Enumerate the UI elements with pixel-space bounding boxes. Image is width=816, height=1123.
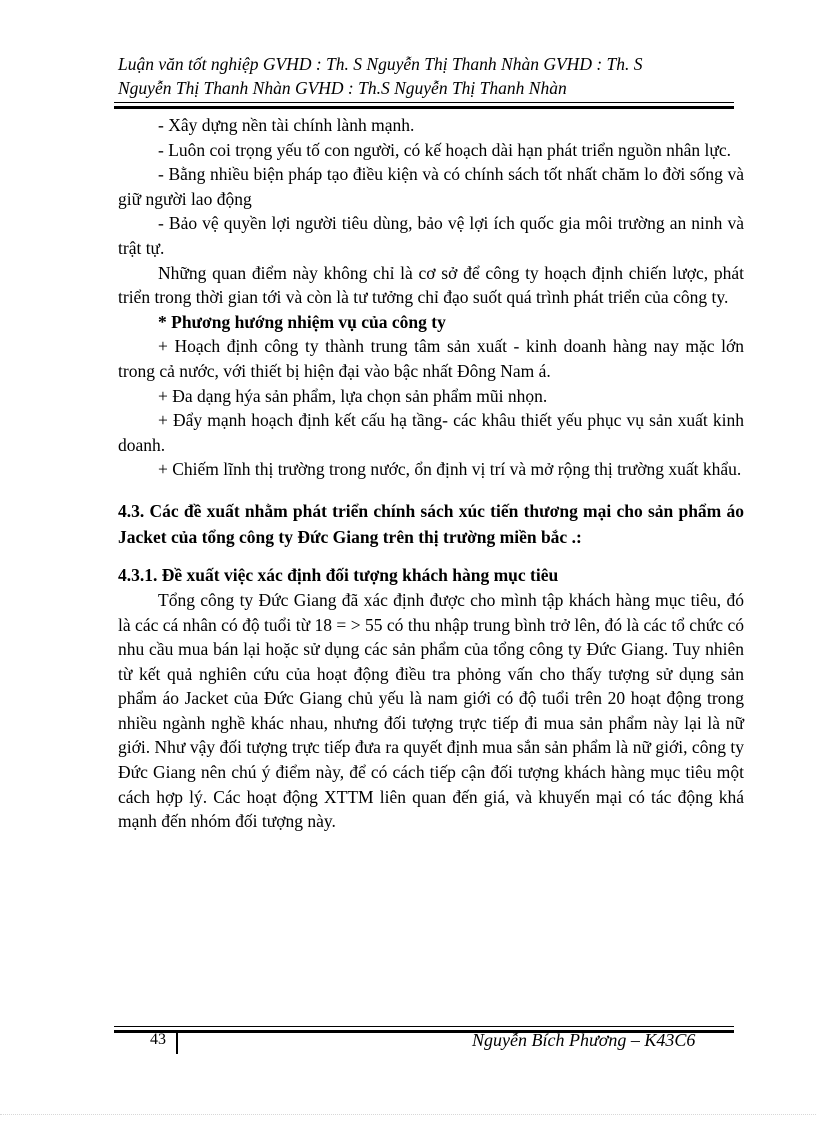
header-rule-thick (114, 106, 734, 109)
document-body (118, 113, 744, 834)
footer-rule-thin (114, 1026, 734, 1027)
header-rule-thin (114, 102, 734, 103)
bullet-paragraph: - Bảo vệ quyền lợi người tiêu dùng, bảo vệ lợi ích quốc gia môi trường an ninh và trật tự. (118, 213, 744, 258)
target-customer-paragraph: Tổng công ty Đức Giang đã xác định được cho mình tập khách hàng mục tiêu, đó là các cá nhân có độ tuổi từ 18 = > 55 có thu nhập trung bình trở lên, đó là các tổ chức có nhu cầu mua bán lại hoặc sử dụng các sản phẩm của tổng công ty Đức Giang. Tuy nhiên từ kết quả nghiên cứu của hoạt động điều tra phỏng vấn cho thấy tượng sử dụng sản phẩm áo Jacket của Đức Giang chủ yếu là nam giới có độ tuổi trên 20 hoạt động trong nhiều ngành nghề khác nhau, nhưng đối tượng trực tiếp đi mua sản phẩm này lại là nữ giới. Như vậy đối tượng trực tiếp đưa ra quyết định mua sắn sản phẩm là nữ giới, công ty Đức Giang nên chú ý điểm này, để có cách tiếp cận đối tượng khách hàng mục tiêu một cách hợp lý. Các hoạt động XTTM liên quan đến giá, và khuyến mại có tác động khá mạnh đến nhóm đối tượng này. (118, 589, 744, 832)
direction-item: + Đẩy mạnh hoạch định kết cấu hạ tầng- các khâu thiết yếu phục vụ sản xuất kinh doanh. (118, 410, 744, 455)
footer-author: Nguyễn Bích Phương – K43C6 (472, 1030, 696, 1050)
footer-divider (176, 1030, 178, 1054)
direction-item: + Chiếm lĩnh thị trường trong nước, ổn định vị trí và mở rộng thị trường xuất khẩu. (158, 459, 742, 480)
direction-heading: * Phương hướng nhiệm vụ của công ty (158, 311, 446, 332)
header-line-1: Luận văn tốt nghiệp GVHD : Th. S Nguyễn Thị Thanh Nhàn GVHD : Th. S (118, 54, 643, 74)
viewpoints-paragraph: Những quan điểm này không chỉ là cơ sở để công ty hoạch định chiến lược, phát triển trong thời gian tới và còn là tư tưởng chỉ đạo suốt quá trình phát triển của công ty. (118, 262, 744, 308)
page-number: 43 (150, 1031, 166, 1048)
bullet-paragraph: - Xây dựng nền tài chính lành mạnh. (158, 115, 415, 135)
header-line-2: Nguyễn Thị Thanh Nhàn GVHD : Th.S Nguyễn Thị Thanh Nhàn (118, 78, 567, 98)
direction-item: + Hoạch định công ty thành trung tâm sản xuất - kinh doanh hàng nay mặc lớn trong cả nước, với thiết bị hiện đại vào bậc nhất Đông Nam á. (118, 336, 744, 381)
subsection-heading: 4.3.1. Đề xuất việc xác định đối tượng khách hàng mục tiêu (118, 564, 559, 585)
page-header (118, 52, 730, 100)
section-heading: 4.3. Các đề xuất nhằm phát triển chính sách xúc tiến thương mại cho sản phẩm áo Jacket của tổng công ty Đức Giang trên thị trường miền bắc .: (118, 500, 744, 547)
page-edge-line (0, 1114, 816, 1115)
bullet-paragraph: - Bằng nhiều biện pháp tạo điều kiện và có chính sách tốt nhất chăm lo đời sống và giữ người lao động (118, 164, 744, 209)
direction-item: + Đa dạng hýa sản phẩm, lựa chọn sản phẩm mũi nhọn. (158, 385, 548, 406)
bullet-paragraph: - Luôn coi trọng yếu tố con người, có kế hoạch dài hạn phát triển nguồn nhân lực. (158, 139, 732, 160)
